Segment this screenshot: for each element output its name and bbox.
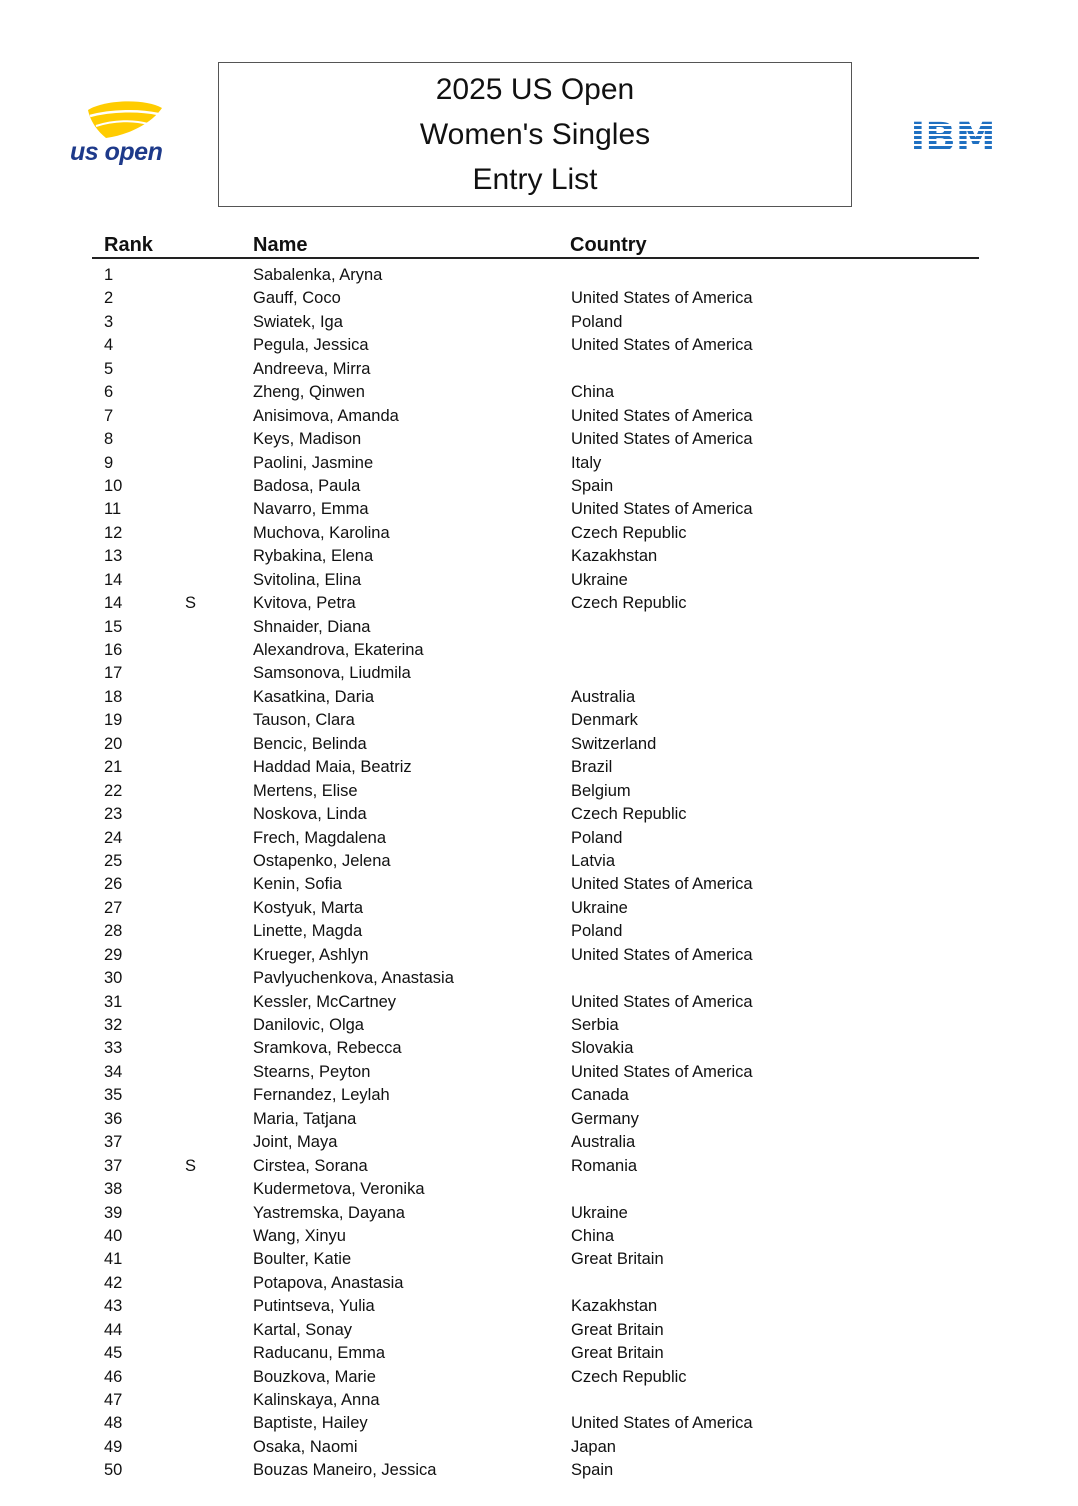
country-cell: United States of America	[571, 875, 753, 894]
rank-cell: 30	[104, 969, 123, 988]
rank-cell: 12	[104, 523, 123, 542]
table-row	[0, 1131, 1078, 1154]
country-cell: United States of America	[571, 992, 753, 1011]
table-header	[92, 233, 979, 259]
player-name-cell: Yastremska, Dayana	[253, 1203, 405, 1222]
entry-list	[0, 264, 1078, 1483]
table-row	[0, 897, 1078, 920]
rank-cell: 48	[104, 1414, 123, 1433]
country-cell: Czech Republic	[571, 805, 687, 824]
player-name-cell: Mertens, Elise	[253, 781, 358, 800]
rank-cell: 15	[104, 617, 123, 636]
country-cell: United States of America	[571, 1414, 753, 1433]
player-name-cell: Fernandez, Leylah	[253, 1086, 390, 1105]
player-name-cell: Joint, Maya	[253, 1133, 338, 1152]
table-row	[0, 850, 1078, 873]
table-row	[0, 428, 1078, 451]
country-cell: Switzerland	[571, 734, 657, 753]
player-name-cell: Maria, Tatjana	[253, 1109, 357, 1128]
country-cell: Canada	[571, 1086, 629, 1105]
table-row	[0, 452, 1078, 475]
rank-cell: 17	[104, 664, 123, 683]
player-name-cell: Svitolina, Elina	[253, 570, 362, 589]
rank-cell: 14	[104, 594, 123, 613]
rank-cell: 33	[104, 1039, 123, 1058]
us-open-wordmark: us open	[70, 138, 163, 166]
rank-cell: 37	[104, 1133, 123, 1152]
table-row	[0, 1178, 1078, 1201]
rank-cell: 7	[104, 406, 114, 425]
player-name-cell: Stearns, Peyton	[253, 1062, 371, 1081]
country-cell: United States of America	[571, 500, 753, 519]
table-row	[0, 334, 1078, 357]
player-name-cell: Muchova, Karolina	[253, 523, 390, 542]
table-row	[0, 1412, 1078, 1435]
rank-cell: 11	[104, 500, 122, 519]
tennis-ball-logo-icon	[84, 100, 164, 142]
table-row	[0, 1295, 1078, 1318]
table-row	[0, 1225, 1078, 1248]
table-row	[0, 873, 1078, 896]
country-cell: Australia	[571, 1133, 636, 1152]
table-row	[0, 1248, 1078, 1271]
country-cell: Slovakia	[571, 1039, 634, 1058]
rank-cell: 46	[104, 1367, 123, 1386]
rank-cell: 16	[104, 641, 123, 659]
rank-cell: 28	[104, 922, 123, 941]
rank-cell: 43	[104, 1297, 123, 1316]
player-name-cell: Kenin, Sofia	[253, 875, 342, 894]
player-name-cell: Bencic, Belinda	[253, 734, 367, 753]
player-name-cell: Anisimova, Amanda	[253, 406, 399, 425]
country-cell: Czech Republic	[571, 594, 687, 613]
country-cell: Great Britain	[571, 1320, 664, 1339]
table-row	[0, 287, 1078, 310]
special-mark-cell: S	[185, 1156, 197, 1175]
country-cell: United States of America	[571, 336, 753, 355]
rank-cell: 29	[104, 945, 123, 964]
table-row	[0, 1342, 1078, 1365]
player-name-cell: Kvitova, Petra	[253, 594, 356, 613]
player-name-cell: Gauff, Coco	[253, 289, 341, 308]
player-name-cell: Linette, Magda	[253, 922, 363, 941]
player-name-cell: Sabalenka, Aryna	[253, 266, 383, 284]
table-row	[0, 780, 1078, 803]
rank-cell: 18	[104, 687, 123, 706]
country-cell: Ukraine	[571, 898, 628, 917]
player-name-cell: Rybakina, Elena	[253, 547, 374, 566]
rank-cell: 37	[104, 1156, 123, 1175]
player-name-cell: Raducanu, Emma	[253, 1344, 386, 1363]
country-cell: Czech Republic	[571, 523, 687, 542]
player-name-cell: Kudermetova, Veronika	[253, 1180, 425, 1199]
player-name-cell: Kasatkina, Daria	[253, 687, 375, 706]
title-line-draw: Women's Singles	[419, 118, 651, 151]
rank-cell: 4	[104, 336, 114, 355]
rank-cell: 50	[104, 1461, 123, 1480]
player-name-cell: Badosa, Paula	[253, 476, 361, 495]
rank-cell: 23	[104, 805, 123, 824]
player-name-cell: Haddad Maia, Beatriz	[253, 758, 412, 777]
rank-cell: 44	[104, 1320, 123, 1339]
table-row	[0, 639, 1078, 662]
rank-cell: 5	[104, 359, 114, 378]
rank-cell: 10	[104, 476, 123, 495]
country-cell: Brazil	[571, 758, 613, 777]
table-row	[0, 569, 1078, 592]
country-cell: China	[571, 383, 615, 402]
table-row	[0, 264, 1078, 287]
special-mark-cell: S	[185, 594, 197, 613]
player-name-cell: Andreeva, Mirra	[253, 359, 371, 378]
country-cell: Poland	[571, 828, 623, 847]
player-name-cell: Swiatek, Iga	[253, 312, 343, 331]
rank-cell: 25	[104, 851, 123, 870]
player-name-cell: Keys, Madison	[253, 430, 362, 449]
rank-cell: 3	[104, 312, 114, 331]
country-cell: Ukraine	[571, 1203, 628, 1222]
rank-cell: 19	[104, 711, 123, 730]
rank-column-header: Rank	[104, 234, 153, 256]
country-cell: United States of America	[571, 430, 753, 449]
player-name-cell: Sramkova, Rebecca	[253, 1039, 402, 1058]
table-row	[0, 1272, 1078, 1295]
player-name-cell: Ostapenko, Jelena	[253, 851, 391, 870]
table-row	[0, 686, 1078, 709]
table-row	[0, 592, 1078, 615]
table-row	[0, 662, 1078, 685]
country-cell: Romania	[571, 1156, 638, 1175]
table-row	[0, 1014, 1078, 1037]
table-row	[0, 475, 1078, 498]
table-row	[0, 1108, 1078, 1131]
country-cell: Czech Republic	[571, 1367, 687, 1386]
rank-cell: 2	[104, 289, 114, 308]
player-name-cell: Baptiste, Hailey	[253, 1414, 368, 1433]
table-row	[0, 1436, 1078, 1459]
country-cell: Latvia	[571, 851, 616, 870]
player-name-cell: Boulter, Katie	[253, 1250, 352, 1269]
rank-cell: 9	[104, 453, 114, 472]
rank-cell: 40	[104, 1226, 123, 1245]
player-name-cell: Kessler, McCartney	[253, 992, 397, 1011]
player-name-cell: Navarro, Emma	[253, 500, 369, 519]
table-row	[0, 991, 1078, 1014]
player-name-cell: Wang, Xinyu	[253, 1226, 346, 1245]
ibm-logo	[905, 116, 1001, 154]
table-row	[0, 1459, 1078, 1482]
rank-cell: 1	[104, 266, 114, 284]
rank-cell: 8	[104, 430, 114, 449]
table-row	[0, 545, 1078, 568]
player-name-cell: Pavlyuchenkova, Anastasia	[253, 969, 454, 988]
country-cell: Belgium	[571, 781, 631, 800]
rank-cell: 13	[104, 547, 123, 566]
title-line-list: Entry List	[472, 163, 598, 196]
rank-cell: 42	[104, 1273, 123, 1292]
rank-cell: 34	[104, 1062, 123, 1081]
country-cell: Australia	[571, 687, 636, 706]
rank-cell: 47	[104, 1391, 123, 1409]
country-cell: Serbia	[571, 1016, 619, 1034]
rank-cell: 36	[104, 1109, 123, 1128]
player-name-cell: Paolini, Jasmine	[253, 453, 374, 472]
country-cell: Japan	[571, 1437, 616, 1456]
rank-cell: 22	[104, 781, 123, 800]
country-cell: Great Britain	[571, 1250, 664, 1269]
table-row	[0, 827, 1078, 850]
country-cell: Ukraine	[571, 570, 628, 589]
player-name-cell: Krueger, Ashlyn	[253, 945, 369, 964]
rank-cell: 41	[104, 1250, 123, 1269]
country-cell: Germany	[571, 1109, 639, 1128]
table-row	[0, 616, 1078, 639]
player-name-cell: Noskova, Linda	[253, 805, 367, 824]
player-name-cell: Cirstea, Sorana	[253, 1156, 368, 1175]
table-row	[0, 405, 1078, 428]
table-row	[0, 920, 1078, 943]
name-column-header: Name	[253, 234, 308, 256]
table-row	[0, 498, 1078, 521]
table-row	[0, 522, 1078, 545]
country-cell: Poland	[571, 312, 623, 331]
country-cell: Kazakhstan	[571, 1297, 658, 1316]
player-name-cell: Putintseva, Yulia	[253, 1297, 375, 1316]
us-open-logo	[68, 100, 178, 170]
rank-cell: 26	[104, 875, 123, 894]
rank-cell: 14	[104, 570, 123, 589]
table-row	[0, 967, 1078, 990]
rank-cell: 45	[104, 1344, 123, 1363]
table-row	[0, 756, 1078, 779]
player-name-cell: Bouzkova, Marie	[253, 1367, 376, 1386]
table-row	[0, 358, 1078, 381]
country-cell: United States of America	[571, 1062, 753, 1081]
rank-cell: 6	[104, 383, 114, 402]
rank-cell: 21	[104, 758, 123, 777]
rank-cell: 31	[104, 992, 123, 1011]
player-name-cell: Danilovic, Olga	[253, 1016, 364, 1034]
table-row	[0, 1389, 1078, 1412]
table-row	[0, 944, 1078, 967]
player-name-cell: Alexandrova, Ekaterina	[253, 641, 424, 659]
player-name-cell: Frech, Magdalena	[253, 828, 386, 847]
table-row	[0, 311, 1078, 334]
title-line-event: 2025 US Open	[435, 73, 635, 106]
country-cell: Spain	[571, 476, 614, 495]
player-name-cell: Potapova, Anastasia	[253, 1273, 404, 1292]
country-cell: Great Britain	[571, 1344, 664, 1363]
table-row	[0, 733, 1078, 756]
title-box	[218, 62, 852, 207]
rank-cell: 49	[104, 1437, 123, 1456]
country-cell: United States of America	[571, 406, 753, 425]
player-name-cell: Kartal, Sonay	[253, 1320, 353, 1339]
player-name-cell: Zheng, Qinwen	[253, 383, 365, 402]
country-cell: China	[571, 1226, 615, 1245]
country-cell: United States of America	[571, 289, 753, 308]
player-name-cell: Osaka, Naomi	[253, 1437, 358, 1456]
player-name-cell: Bouzas Maneiro, Jessica	[253, 1461, 437, 1480]
table-row	[0, 381, 1078, 404]
table-row	[0, 1202, 1078, 1225]
table-row	[0, 1061, 1078, 1084]
table-row	[0, 803, 1078, 826]
country-cell: Italy	[571, 453, 602, 472]
player-name-cell: Shnaider, Diana	[253, 617, 371, 636]
table-row	[0, 1037, 1078, 1060]
rank-cell: 35	[104, 1086, 123, 1105]
country-cell: Denmark	[571, 711, 638, 730]
rank-cell: 20	[104, 734, 123, 753]
table-row	[0, 1155, 1078, 1178]
country-cell: Spain	[571, 1461, 614, 1480]
player-name-cell: Pegula, Jessica	[253, 336, 369, 355]
country-cell: Poland	[571, 922, 623, 941]
rank-cell: 24	[104, 828, 123, 847]
rank-cell: 39	[104, 1203, 123, 1222]
table-row	[0, 1366, 1078, 1389]
player-name-cell: Kalinskaya, Anna	[253, 1391, 380, 1409]
rank-cell: 38	[104, 1180, 123, 1199]
table-row	[0, 1319, 1078, 1342]
player-name-cell: Samsonova, Liudmila	[253, 664, 411, 683]
country-column-header: Country	[570, 234, 647, 256]
country-cell: Kazakhstan	[571, 547, 658, 566]
rank-cell: 27	[104, 898, 123, 917]
table-row	[0, 1084, 1078, 1107]
table-row	[0, 709, 1078, 732]
country-cell: United States of America	[571, 945, 753, 964]
rank-cell: 32	[104, 1016, 123, 1034]
player-name-cell: Tauson, Clara	[253, 711, 355, 730]
player-name-cell: Kostyuk, Marta	[253, 898, 364, 917]
